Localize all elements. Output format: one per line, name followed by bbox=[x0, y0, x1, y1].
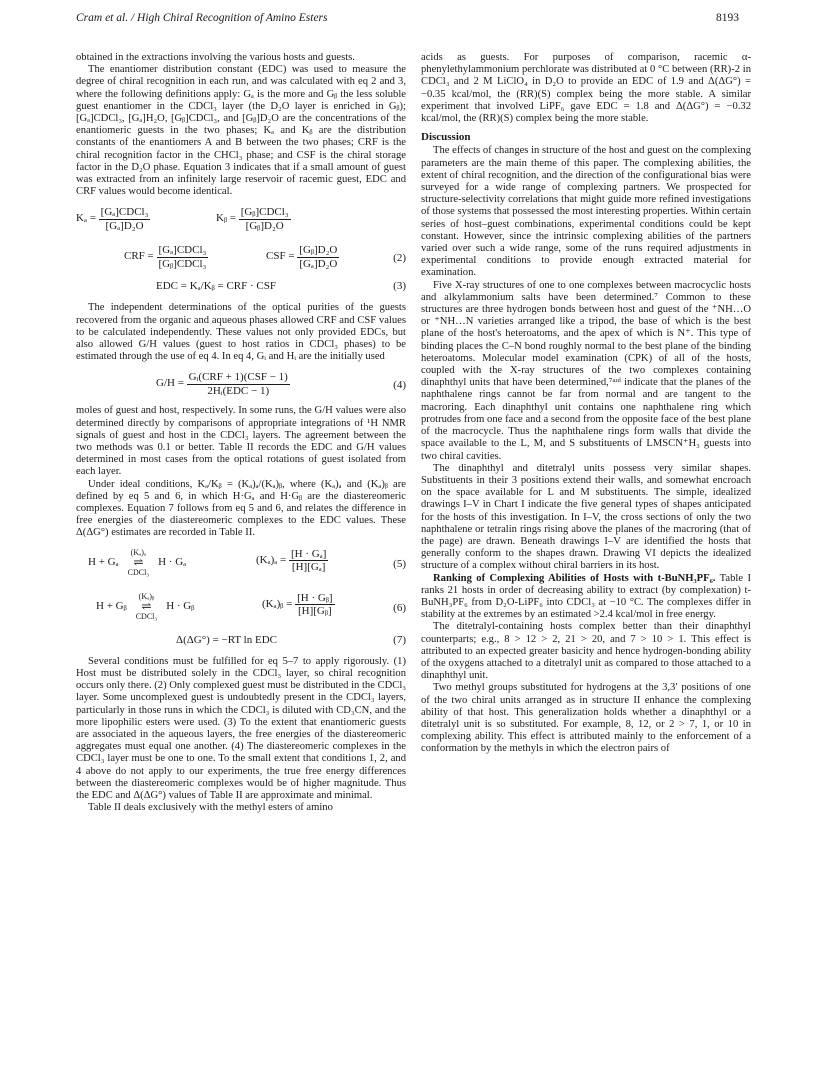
paragraph: The ditetralyl-containing hosts complex better than their dinaphthyl counterparts; e.g., 8 > 12 > 2, 21 > 20, and 7 > 10 > 1. This effect is attributed to an expected greater basicity and hence hydrogen-bonding ability of the oxygens attached to a ditetralyl unit as compared to those attached to a dinaphthyl unit. bbox=[421, 621, 751, 682]
equation-2 bbox=[76, 240, 406, 274]
equilibrium-arrow-icon: (Kₐ)ᵦ ⇌ CDCl₃ bbox=[129, 600, 163, 612]
equation-number: (7) bbox=[393, 633, 406, 646]
eq2-csf-denominator: [Gₐ]D₂O bbox=[299, 257, 338, 270]
paragraph: acids as guests. For purposes of comparison, racemic α-phenylethylammonium perchlorate was distributed at 0 °C between (RR)-2 in CDCl₃ and 2 M LiClO₄ in D₂O to provide an EDC of 1.9 and Δ(ΔG°) = −0.35 kcal/mol, the (RR)(S) complex being the more stable. A similar experiment that involved LiPF₆ gave EDC = 1.8 and Δ(ΔG°) = −0.32 kcal/mol, the (RR)(S) complex being the more stable. bbox=[421, 52, 751, 125]
eq6-k-label: (Kₐ)ᵦ = bbox=[262, 597, 293, 610]
eq5-reactants: H + Gₐ bbox=[88, 555, 119, 568]
eq1-kb-label: Kᵦ = bbox=[216, 212, 237, 225]
section-heading: Discussion bbox=[421, 131, 471, 144]
eq5-arrow-solvent: CDCl₃ bbox=[127, 568, 150, 578]
equation-6 bbox=[76, 588, 406, 628]
equilibrium-arrow-icon: (Kₐ)ₐ ⇌ CDCl₃ bbox=[121, 556, 155, 568]
eq1-kb-numerator: [Gᵦ]CDCl₃ bbox=[240, 206, 289, 219]
eq2-crf-fraction bbox=[157, 244, 209, 269]
eq4-lhs: G/H = bbox=[156, 377, 184, 390]
paragraph: Table II deals exclusively with the methyl esters of amino bbox=[88, 802, 333, 814]
eq5-k-label: (Kₐ)ₐ = bbox=[256, 553, 287, 566]
paragraph bbox=[421, 573, 751, 622]
eq6-arrow-solvent: CDCl₃ bbox=[135, 612, 158, 622]
eq6-denominator: [H][Gᵦ] bbox=[298, 604, 332, 617]
equation-7 bbox=[76, 632, 406, 652]
run-in-heading: Ranking of Complexing Abilities of Hosts with t-BuNH₃PF₆. bbox=[433, 572, 716, 584]
eq4-denominator: 2Hᵢ(EDC − 1) bbox=[207, 384, 270, 397]
eq2-crf-label: CRF = bbox=[124, 250, 154, 263]
eq1-kb-fraction bbox=[239, 206, 291, 231]
page-number: 8193 bbox=[716, 12, 739, 24]
paragraph: The independent determinations of the optical purities of the guests recovered from the organic and aqueous phases allowed CRF and CSF values to be calculated independently. These values not only provided EDCs, but also allowed G/H values (guest to host ratios in CDCl₃ phases) to be estimated through the use of eq 4. In eq 4, Gᵢ and Hᵢ are the initially used bbox=[76, 302, 406, 363]
eq5-fraction bbox=[289, 548, 328, 573]
paragraph: moles of guest and host, respectively. In some runs, the G/H values were also determined directly by comparisons of appropriate integrations of ¹H NMR signals of guest and host in the CDCl₃ layers. The agreement between the two methods was 0.1 or better. Table II records the EDC and G/H values determined in most cases from the optical rotations of guest isolated from each layer. bbox=[76, 405, 406, 478]
paragraph: Several conditions must be fulfilled for eq 5–7 to apply rigorously. (1) Host must be distributed solely in the CDCl₃ layer, so chiral recognition occurs only there. (2) Only complexed guest must be distributed in the CDCl₃ layer. Some uncomplexed guest is undoubtedly present in the CDCl₃ layers, particularly in those runs in which the CDCl₃ is diluted with CD₃CN, and the more lipophilic esters were used. (3) To the extent that enantiomeric guests are associated in the aqueous layers, the free energies of the diastereomeric aggregates must equal one another. (4) The diastereomeric complexes in the CDCl₃ layer must be one to one. To the small extent that conditions 1, 2, and 4 above do not apply to our experiments, the true free energy differences between the diastereomeric complexes would be of higher magnitude. Thus the EDC and Δ(ΔG°) values of Table II are approximate and minimal. bbox=[76, 655, 406, 801]
eq5-product: H · Gₐ bbox=[158, 555, 187, 568]
eq6-fraction bbox=[295, 592, 334, 617]
eq2-csf-numerator: [Gᵦ]D₂O bbox=[299, 244, 338, 257]
eq3-body: EDC = Kₐ/Kᵦ = CRF · CSF bbox=[156, 280, 276, 293]
eq1-ka-denominator: [Gₐ]D₂O bbox=[105, 219, 144, 232]
paragraph: obtained in the extractions involving the various hosts and guests. bbox=[76, 52, 355, 63]
equation-number: (2) bbox=[393, 252, 406, 265]
eq2-csf-label: CSF = bbox=[266, 250, 295, 263]
paragraph: The enantiomer distribution constant (EDC) was used to measure the degree of chiral recognition in each run, and was calculated with eq 2 and 3, where the following definitions apply: Gₐ is the more and Gᵦ the less soluble guest enantiomer in the CDCl₃ layer (the D₂O layer is enriched in Gᵦ); [Gₐ]CDCl₃, [Gₐ]H₂O, [Gᵦ]CDCl₃, and [Gᵦ]D₂O are the concentrations of the enantiomeric guests in the two phases; Kₐ and Kᵦ are the distribution constants of the enantiomers A and B between the two phases; CRF is the chiral recognition factor in the CHCl₃ phase; and CSF is the chiral storage factor in the D₂O phase. Equation 3 indicates that if a small amount of guest was extracted from an infinitely large reservoir of racemic guest, EDC and CRF values would become identical. bbox=[76, 64, 406, 198]
eq4-fraction bbox=[187, 371, 290, 396]
paragraph: Two methyl groups substituted for hydrogens at the 3,3′ positions of one of the two chiral units arranged as in structure II enhance the complexing ability of that host. This generalization holds whether a dinaphthyl or a ditetralyl unit is so substituted. For example, 8, 12, or 2 > 7, 1, or 10 in complexing ability. This effect is attributed mainly to the enforcement of a conformation by the methyls in which the electron pairs of bbox=[421, 682, 751, 755]
paragraph: Under ideal conditions, Kₐ/Kᵦ = (Kₐ)ₐ/(Kₐ)ᵦ, where (Kₐ)ₐ and (Kₐ)ᵦ are defined by eq 5 and 6, in which H·Gₐ and H·Gᵦ are the diastereomeric complexes. Equation 7 follows from eq 5 and 6, and relates the difference in free energies of the diastereomeric complexes to the EDC values. These Δ(ΔG°) estimates are recorded in Table II. bbox=[76, 478, 406, 539]
equation-number: (3) bbox=[393, 280, 406, 293]
running-header-title: Cram et al. / High Chiral Recognition of Amino Esters bbox=[76, 12, 328, 24]
eq5-numerator: [H · Gₐ] bbox=[291, 547, 327, 560]
equation-number: (6) bbox=[393, 601, 406, 614]
left-column bbox=[76, 52, 406, 814]
paragraph: The effects of changes in structure of the host and guest on the complexing parameters are the main theme of this paper. The complexing abilities, the extent of chiral recognition, and the direction of the configurational bias were surveyed for a wide range of complexing partners. We prospected for structure-selectivity correlations that might guide more refined investigations of those systems that possessed the most interesting properties. Within certain series of host–guest combinations, experimental conditions could be kept constant. However, since the intrinsic complexing abilities of the partners varied over such a wide range, some of the runs required adjustments in experimental conditions to provide enough extracted material for examination. bbox=[421, 145, 751, 279]
eq7-body: Δ(ΔG°) = −RT ln EDC bbox=[176, 633, 277, 646]
paragraph: The dinaphthyl and ditetralyl units possess very similar shapes. Substituents in their 3 positions extend their walls, and somewhat encroach on the space available for L and M substituents. The simple, idealized drawings I–V in Chart I indicate the five general types of shapes anticipated for the hosts of this investigation. In I–V, the cross sections of only the two naphthalene or tetralin rings rising above the planes of the macroring (that of the page) are drawn. Beneath drawings I–V are identified the hosts that generally conform to the shapes drawn. Drawing VI depicts the idealized structure of a complex without chiral barriers in its host. bbox=[421, 462, 751, 572]
eq5-arrow-label: (Kₐ)ₐ bbox=[130, 548, 147, 558]
eq4-numerator: Gᵢ(CRF + 1)(CSF − 1) bbox=[188, 371, 288, 384]
eq6-arrow-label: (Kₐ)ᵦ bbox=[138, 592, 155, 602]
equation-1 bbox=[76, 202, 406, 236]
eq1-ka-label: Kₐ = bbox=[76, 212, 96, 225]
equation-number: (5) bbox=[393, 557, 406, 570]
eq6-product: H · Gᵦ bbox=[166, 599, 195, 612]
eq1-ka-numerator: [Gₐ]CDCl₃ bbox=[100, 206, 149, 219]
equation-3 bbox=[76, 278, 406, 298]
equation-4 bbox=[76, 367, 406, 401]
paragraph: Five X-ray structures of one to one complexes between macrocyclic hosts and alkylammonium salts have been determined.⁷ Common to these structures are three hydrogen bonds between host and guest of the ⁺NH…O or ⁺NH…N varieties arranged like a tripod, the base of which is the best plane of the host's heteroatoms, and the apex of which is N⁺. This type of binding places the C–N bond roughly normal to the best plane of the binding heteroatoms. Molecular model examination (CPK) of all of the hosts, coupled with the X-ray structures of the two complexes containing dinaphthyl units that have been determined,⁷ᵃʴᵈ indicate that the planes of the naphthalene rings cannot be far from normal and are tangent to the macroring. Each dinaphthyl unit contains one naphthalene ring which protrudes from one face and a second from the opposite face of the best plane of the macrocycle. Thus the naphthalene rings form walls that divide the space available to the L, M, and S substituents of LMSCN⁺H₃ guests into two chiral cavities. bbox=[421, 279, 751, 462]
eq2-crf-denominator: [Gᵦ]CDCl₃ bbox=[158, 257, 207, 270]
paragraph-text: Table I ranks 21 hosts in order of decreasing ability to extract (by complexation) t-BuNH₃PF₆ from D₂O-LiPF₆ into CDCl₃ at −10 °C. The complexes differ in stability at the extremes by an estimated >2.4 kcal/mol in free energy. bbox=[421, 572, 752, 621]
equation-5 bbox=[76, 544, 406, 584]
eq1-ka-fraction bbox=[99, 206, 151, 231]
eq6-reactants: H + Gᵦ bbox=[96, 599, 127, 612]
eq2-csf-fraction bbox=[297, 244, 339, 269]
eq5-denominator: [H][Gₐ] bbox=[291, 560, 326, 573]
eq1-kb-denominator: [Gᵦ]D₂O bbox=[245, 219, 284, 232]
eq6-numerator: [H · Gᵦ] bbox=[297, 591, 333, 604]
equation-number: (4) bbox=[393, 379, 406, 392]
eq2-crf-numerator: [Gₐ]CDCl₃ bbox=[157, 244, 209, 257]
right-column bbox=[421, 52, 751, 756]
